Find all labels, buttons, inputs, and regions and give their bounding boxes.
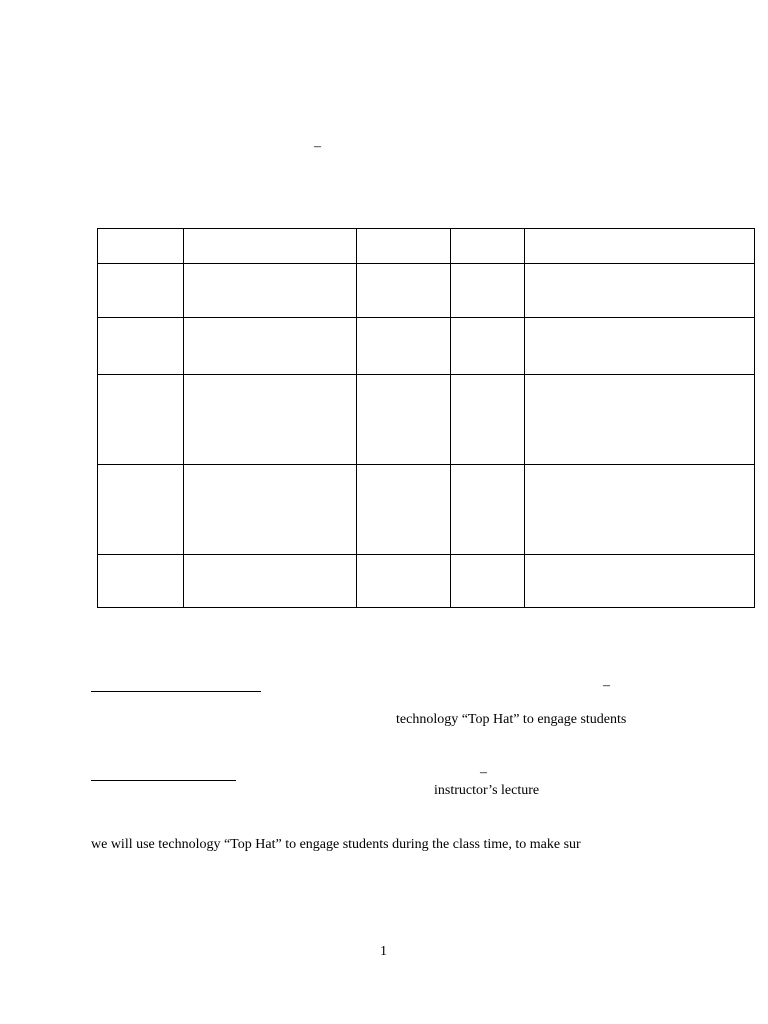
table-cell — [525, 318, 755, 375]
table-cell — [184, 465, 357, 555]
table-cell — [357, 375, 451, 465]
table-cell — [357, 264, 451, 318]
schedule-table — [97, 228, 755, 608]
table-cell — [525, 465, 755, 555]
table-cell — [451, 264, 525, 318]
table-cell — [357, 465, 451, 555]
para3-text: we will use technology “Top Hat” to engage students during the class time, to make sur — [91, 837, 581, 852]
page-number: 1 — [380, 944, 387, 959]
table-cell — [98, 465, 184, 555]
table-cell — [451, 318, 525, 375]
table-row — [98, 318, 755, 375]
table-cell — [184, 375, 357, 465]
table-cell — [98, 375, 184, 465]
table-cell — [184, 264, 357, 318]
table-cell — [357, 318, 451, 375]
table-cell — [98, 318, 184, 375]
table-cell — [451, 465, 525, 555]
para2-dash: – — [480, 765, 487, 780]
table-cell — [357, 229, 451, 264]
top-dash: – — [314, 139, 321, 154]
table-row — [98, 375, 755, 465]
para1-text: technology “Top Hat” to engage students — [396, 712, 627, 727]
table-cell — [525, 375, 755, 465]
heading-underline-1 — [91, 691, 261, 692]
heading-underline-2 — [91, 780, 236, 781]
table-cell — [357, 555, 451, 608]
para1-dash: – — [603, 678, 610, 693]
table-cell — [98, 555, 184, 608]
table-cell — [98, 229, 184, 264]
table-cell — [184, 555, 357, 608]
table-cell — [451, 555, 525, 608]
table-row — [98, 555, 755, 608]
table-cell — [525, 229, 755, 264]
table-cell — [451, 229, 525, 264]
table-cell — [525, 555, 755, 608]
table-row — [98, 465, 755, 555]
table-cell — [98, 264, 184, 318]
table-row — [98, 264, 755, 318]
table-header-row — [98, 229, 755, 264]
para2-text: instructor’s lecture — [434, 783, 540, 798]
table-cell — [525, 264, 755, 318]
table-cell — [184, 318, 357, 375]
table-cell — [184, 229, 357, 264]
table-cell — [451, 375, 525, 465]
